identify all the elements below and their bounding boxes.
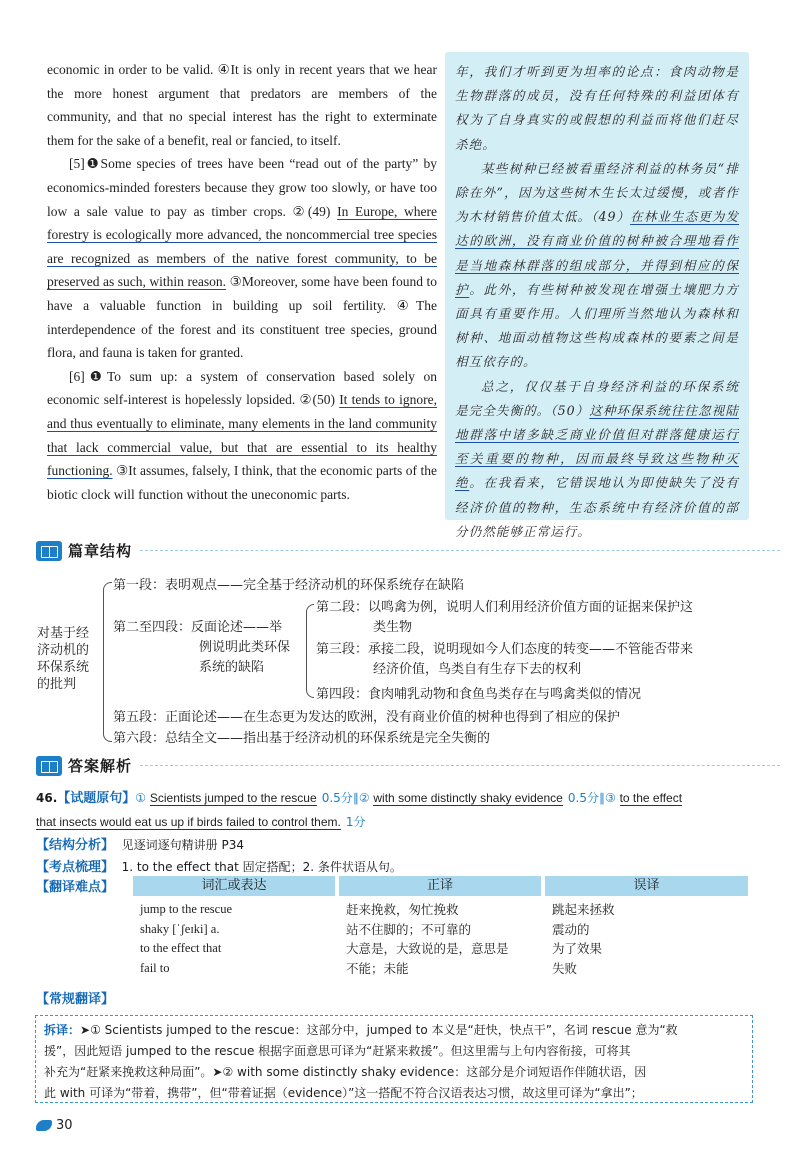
sentence-50: It tends to ignore, and thus eventually to eliminate, many elements in the land community that lack commercial value, but that are essential to its healthy functioning. (47, 392, 437, 479)
answer-heading: 答案解析 (68, 757, 133, 775)
chinese-translation-panel (445, 52, 749, 539)
brace-sub (306, 604, 314, 698)
chinese-paragraph-6: 总之，仅仅基于自身经济利益的环保系统是完全失衡的。（50）这种环保系统往往忽视陆地群落中诸多缺乏商业价值但对群落健康运行至关重要的物种，因而最终导致这些物种灭绝。在我看来，它错误地认为即使缺失了没有经济价值的物种，生态系统中有经济价值的部分仍然能够正常运行。 (455, 378, 740, 539)
page-number: 30 (56, 1118, 73, 1133)
table-header-vocab: 词汇或表达 (133, 876, 335, 896)
split-translation-box: 拆译：➤① Scientists jumped to the rescue：这部分中，jumped to 本义是“赶快，快点干”，名词 rescue 意为“救 援”，因此短语 jumped to the rescue 根据字面意思可译为“赶紧来救援”。但这里需与上句内容衔接，可将其 补充为“赶紧来挽救这种局面”。➤② with some distinctly shaky evidence：这部分是介词短语作伴随状语，因 此 with 可译为“带着，携带”，但“带着证据（evidence）”这一搭配不符合汉语表达习惯，故这里可译为“拿出”； (35, 1015, 753, 1103)
answer-header (36, 755, 780, 776)
table-row: shaky [ˈʃeɪki] a. 站不住脚的；不可靠的 震动的 (140, 921, 590, 937)
original-sentence: 46.【试题原句】① Scientists jumped to the rescue 0.5分∥② with some distinctly shaky evidence 0.5分∥③ to the effect that insects would eat us up if birds failed to control them. 1分 (36, 791, 683, 829)
english-passage (47, 58, 437, 506)
brace-main (103, 582, 112, 742)
table-row: fail to 不能；未能 失败 (140, 960, 578, 976)
table-row: jump to the rescue 赶来挽救，匆忙挽救 跳起来拯救 (140, 902, 615, 917)
divider (140, 550, 780, 551)
english-paragraph-4-end: economic in order to be valid. ④It is only in recent years that we hear the more honest argument that predators are members of the community, and that no special interest has the right to exterminate them for the sake of a benefit, real or fancied, to itself. (47, 62, 437, 148)
structure-s1: 第一段：表明观点——完全基于经济动机的环保系统存在缺陷 (113, 578, 465, 593)
page-footer (36, 1118, 73, 1133)
structure-p2: 第二段：以鸣禽为例，说明人们利用经济价值方面的证据来保护这 类生物 (316, 600, 694, 635)
structure-p4: 第四段：食肉哺乳动物和食鱼鸟类存在与鸣禽类似的情况 (316, 687, 642, 702)
structure-root: 对基于经 济动机的 环保系统 的批判 (37, 626, 90, 692)
structure-p3: 第三段：承接二段，说明现如今人们态度的转变——不管能否带来 经济价值，鸟类自有生存下去的权利 (316, 642, 694, 677)
english-paragraph-5: [5]❶Some species of trees have been “read out of the party” by economics-minded foresters because they grow too slowly, or have too low a sale value to pay as timber crops. ②(49) In Europe, where forestry is ecologically more advanced, the noncommercial tree species are recognized as members of the native forest community, to be preserved as such, within reason. ③Moreover, some have been found to have a valuable function in building up soil fertility. ④The interdependence of the forest and its constituent tree species, ground flora, and fauna is taken for granted. (47, 156, 437, 361)
structure-analysis: 【结构分析】 见逐词逐句精讲册 P34 (36, 838, 244, 853)
structure-header (36, 540, 780, 561)
page-marker-icon (36, 1120, 52, 1131)
sentence-49: In Europe, where forestry is ecologically more advanced, the noncommercial tree species are recognized as members of the native forest community, to be preserved as such, within reason. (47, 203, 437, 290)
book-icon (36, 541, 62, 561)
chinese-sentence-49: 在林业生态更为发达的欧洲，没有商业价值的树种被合理地看作是当地森林群落的组成部分，并得到相应的保护 (455, 209, 739, 297)
difficulty-label: 【翻译难点】 (36, 880, 115, 895)
table-header-wrong: 误译 (545, 876, 748, 896)
chinese-sentence-50: 这种环保系统往往忽视陆地群落中诸多缺乏商业价值但对群落健康运行至关重要的物种，因而最终导致这些物种灭绝 (455, 402, 739, 491)
structure-s5: 第五段：正面论述——在生态更为发达的欧洲，没有商业价值的树种也得到了相应的保护 (113, 710, 621, 725)
structure-s2: 第二至四段：反面论述——举 例说明此类环保 系统的缺陷 (113, 620, 291, 675)
key-points: 【考点梳理】 1. to the effect that 固定搭配；2. 条件状语从句。 (36, 860, 402, 875)
structure-heading: 篇章结构 (68, 542, 133, 560)
chinese-paragraph-5: 某些树种已经被看重经济利益的林务员“排除在外”，因为这些树木生长太过缓慢，或者作为木材销售价值太低。（49）在林业生态更为发达的欧洲，没有商业价值的树种被合理地看作是当地森林群落的组成部分，并得到相应的保护。此外，有些树种被发现在增强土壤肥力方面具有重要作用。人们理所当然地认为森林和树种、地面动植物这些构成森林的要素之间是相互依存的。 (455, 160, 740, 370)
divider (140, 765, 780, 766)
book-icon (36, 756, 62, 776)
translation-table (140, 900, 750, 978)
table-row: to the effect that 大意是，大致说的是，意思是 为了效果 (140, 941, 603, 956)
english-paragraph-6: [6]❶To sum up: a system of conservation based solely on economic self-interest is hopelessly lopsided. ②(50) It tends to ignore, and thus eventually to eliminate, many elements in the land community that lack commercial value, but that are essential to its healthy functioning. ③It assumes, falsely, I think, that the economic parts of the biotic clock will function without the uneconomic parts. (47, 368, 437, 502)
normal-translation-label: 【常规翻译】 (36, 992, 115, 1007)
structure-s6: 第六段：总结全文——指出基于经济动机的环保系统是完全失衡的 (113, 731, 491, 746)
table-header-correct: 正译 (339, 876, 541, 896)
chinese-paragraph-4-end: 年，我们才听到更为坦率的论点：食肉动物是生物群落的成员，没有任何特殊的利益团体有权为了自身真实的或假想的利益而将他们赶尽杀绝。 (455, 64, 739, 152)
